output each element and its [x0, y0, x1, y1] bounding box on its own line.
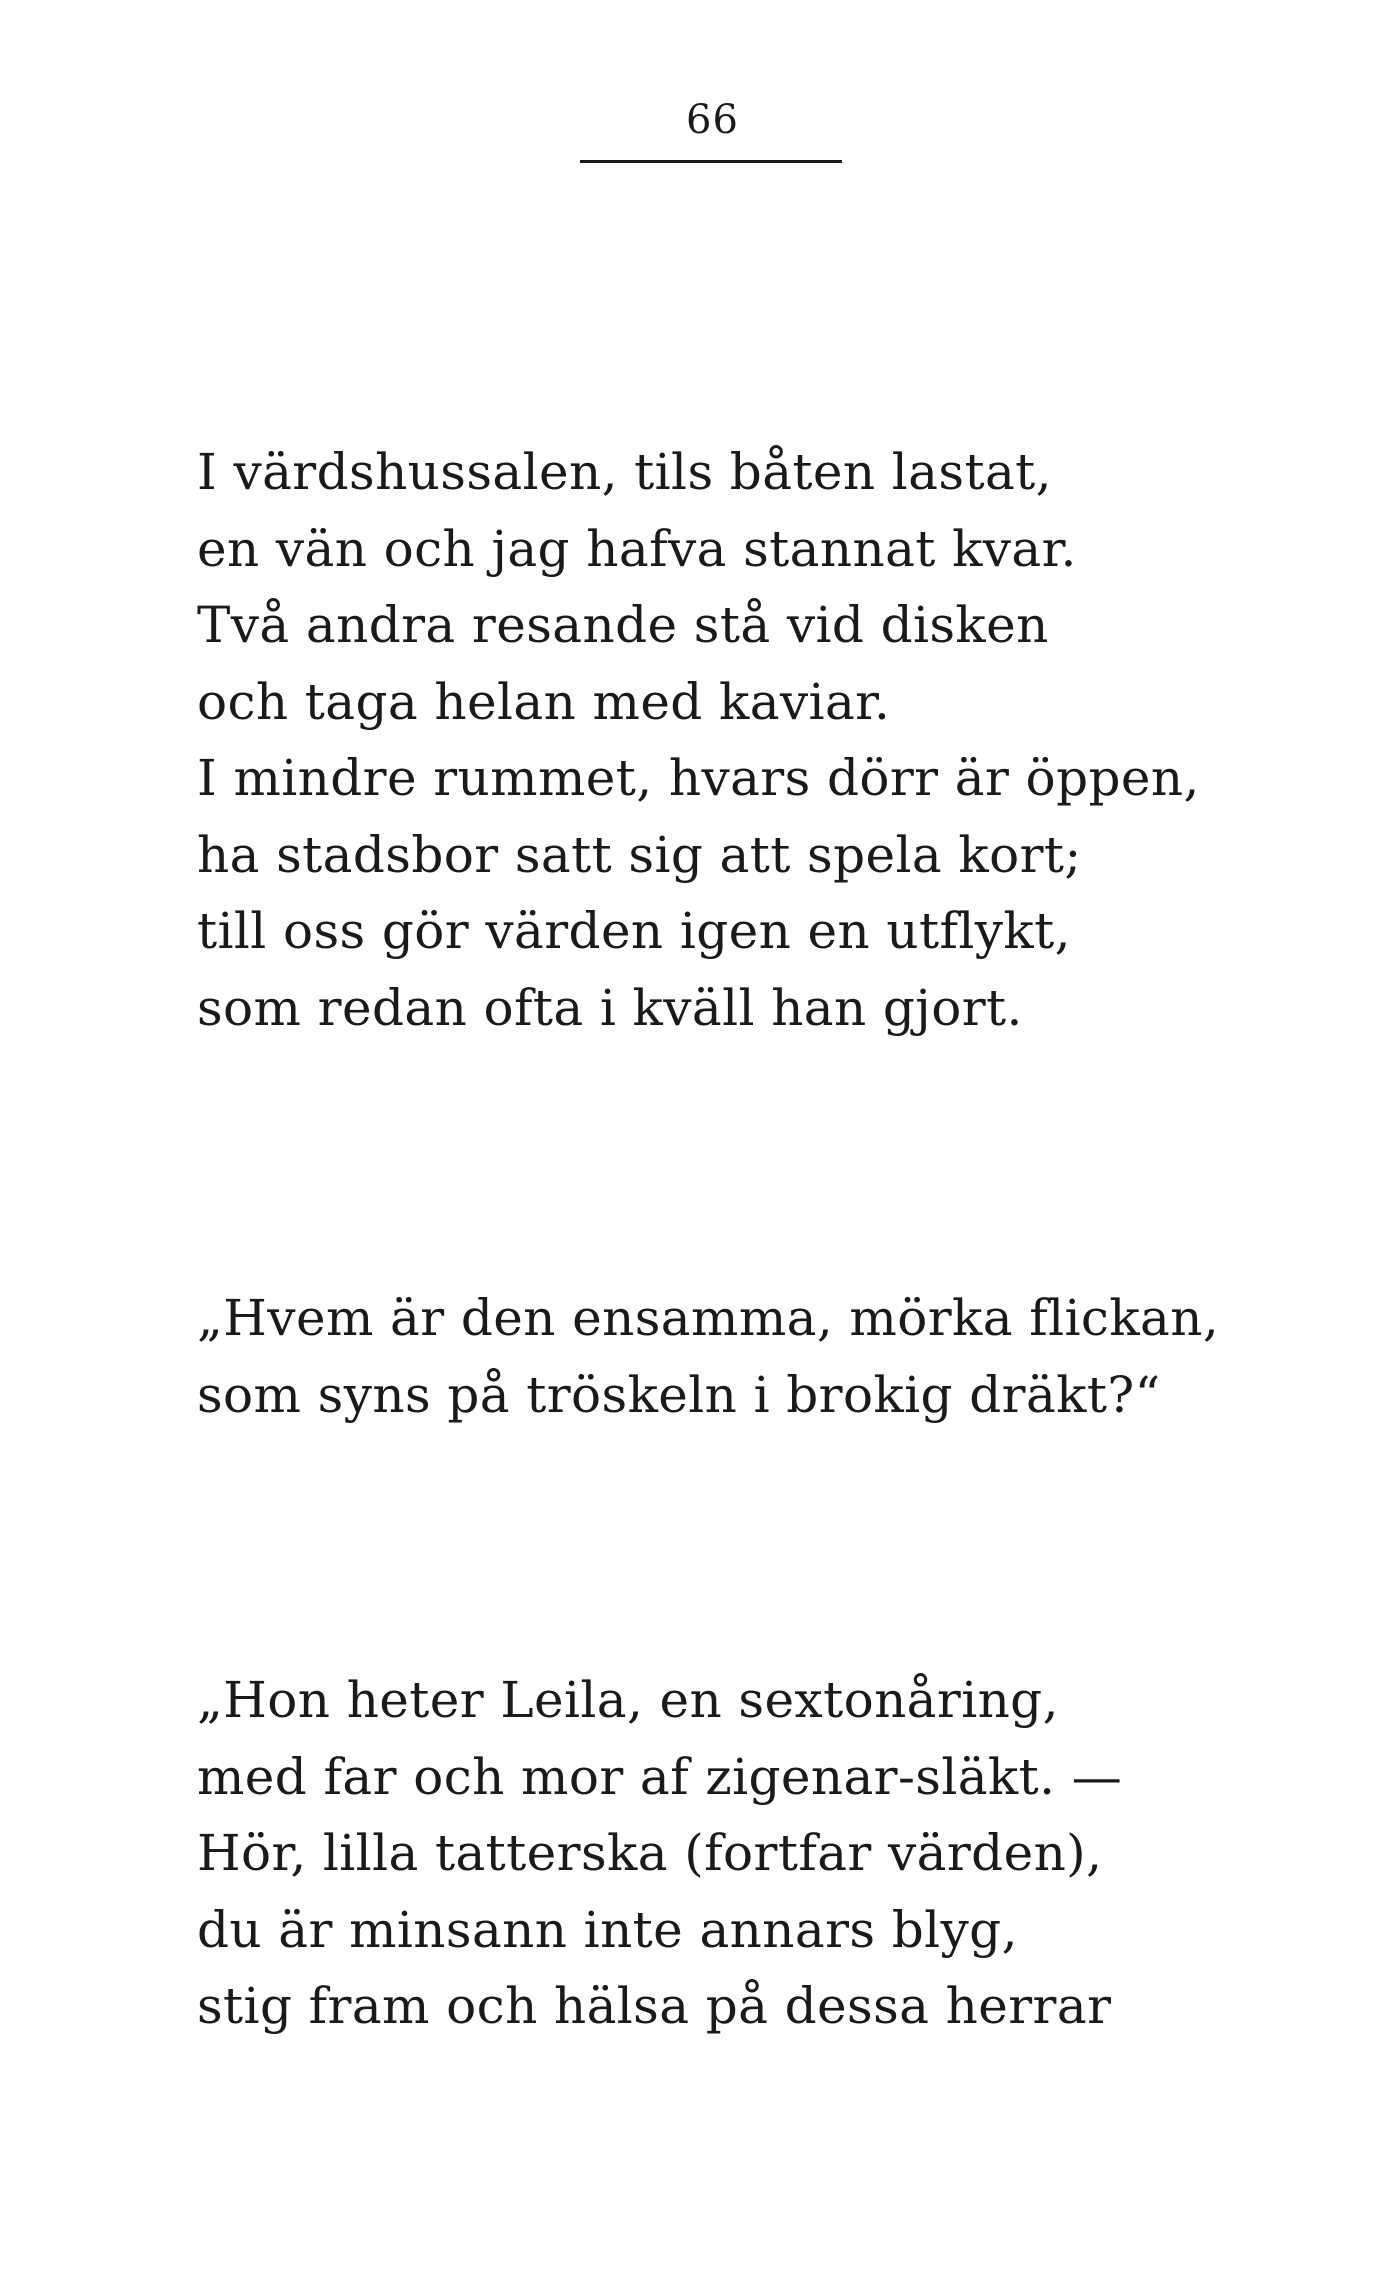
verse-line: „Hon heter Leila, en sextonåring,: [197, 1671, 1059, 1729]
stanza-3: [197, 1662, 1122, 2045]
verse-line: I mindre rummet, hvars dörr är öppen,: [197, 749, 1200, 807]
verse-line: med far och mor af zigenar-släkt. —: [197, 1747, 1123, 1806]
verse-line: stig fram och hälsa på dessa herrar: [197, 1977, 1112, 2035]
verse-line: som redan ofta i kväll han gjort.: [197, 978, 1023, 1037]
verse-line: en vän och jag hafva stannat kvar.: [197, 519, 1077, 578]
verse-line: och taga helan med kaviar.: [197, 672, 891, 731]
verse-line: till oss gör värden igen en utflykt,: [197, 902, 1071, 960]
stanza-1: [197, 434, 1200, 1046]
verse-line: ha stadsbor satt sig att spela kort;: [197, 825, 1082, 884]
verse-line: Hör, lilla tatterska (fortfar värden),: [197, 1824, 1103, 1882]
page-number: 66: [686, 97, 739, 143]
verse-line: I värdshussalen, tils båten lastat,: [197, 443, 1052, 501]
verse-line: „Hvem är den ensamma, mörka flickan,: [197, 1289, 1220, 1347]
verse-line: du är minsann inte annars blyg,: [197, 1900, 1018, 1959]
verse-line: Två andra resande stå vid disken: [197, 596, 1049, 654]
page-number-rule: [580, 160, 842, 163]
verse-line: som syns på tröskeln i brokig dräkt?“: [197, 1365, 1161, 1424]
stanza-2: [197, 1280, 1219, 1433]
